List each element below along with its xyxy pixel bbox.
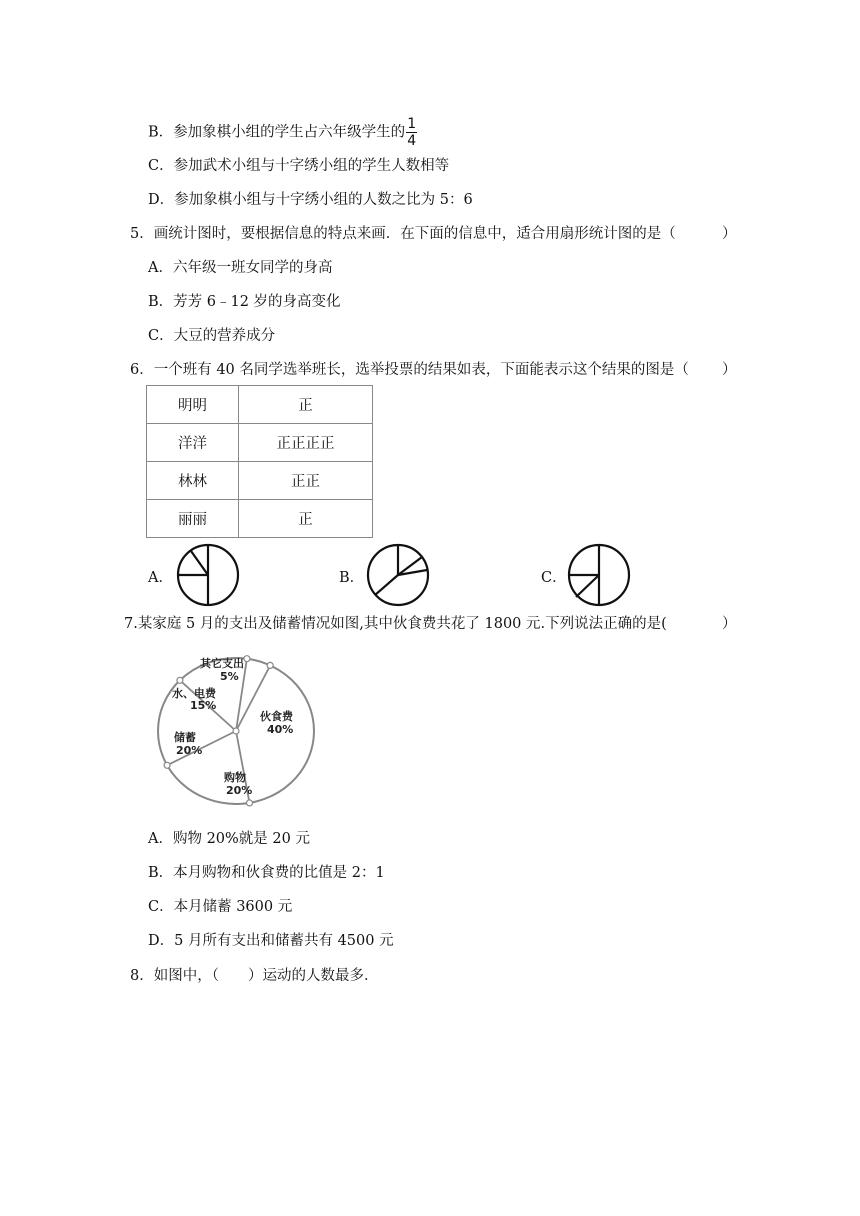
q6-choice-a-label: A． [148,570,173,586]
q4-option-b [148,117,417,148]
q5-option-b: B．芳芳 6﹣12 岁的身高变化 [148,294,341,310]
candidate-name: 丽丽 [147,500,239,538]
pie-boundary-dot [247,800,253,806]
pie-boundary-dot [164,762,170,768]
q4-option-b-text: B．参加象棋小组的学生占六年级学生的 [148,124,406,141]
q6-choice-b-label: B． [339,570,365,586]
q4-option-c: C．参加武术小组与十字绣小组的学生人数相等 [148,158,450,174]
tally-marks: 正 [239,500,373,538]
pie-label-shopping: 购物 [224,771,246,784]
q6-choice-c-label: C． [541,570,567,586]
q5-option-c: C．大豆的营养成分 [148,328,276,344]
candidate-name: 明明 [147,386,239,424]
q7-answer-paren: ） [722,616,737,632]
pie-label-other: 其它支出 [200,657,244,670]
q7-option-b: B．本月购物和伙食费的比值是 2：1 [148,865,385,881]
pie-percent-food: 40% [267,723,294,736]
q7-option-c: C．本月储蓄 3600 元 [148,899,293,915]
q7-option-a: A．购物 20%就是 20 元 [148,831,310,847]
pie-percent-utilities: 15% [190,699,217,712]
pie-label-food: 伙食费 [260,710,293,723]
pie-percent-savings: 20% [176,744,203,757]
q6-choice-c-pie [567,543,631,607]
q5-answer-paren: ） [722,226,737,242]
pie-boundary-dot [177,677,183,683]
q5-stem: 5．画统计图时，要根据信息的特点来画．在下面的信息中，适合用扇形统计图的是（ [130,226,676,242]
tally-marks: 正 [239,386,373,424]
pie-label-utilities: 水、电费 [172,687,216,700]
q6-choice-a-pie [176,543,240,607]
table-row [147,424,373,462]
tally-marks: 正正 [239,462,373,500]
pie-boundary-dot [267,662,273,668]
vote-table [146,385,373,538]
q7-option-d: D．5 月所有支出和储蓄共有 4500 元 [148,933,394,949]
q7-pie-chart [150,645,336,805]
pie-boundary-dot [244,656,250,662]
q8-stem: 8．如图中，（ ）运动的人数最多． [130,968,379,984]
q4-option-d: D．参加象棋小组与十字绣小组的人数之比为 5：6 [148,192,473,208]
pie-percent-other: 5% [220,670,239,683]
q6-choice-b-pie [366,543,430,607]
pie-percent-shopping: 20% [226,784,253,797]
candidate-name: 林林 [147,462,239,500]
table-row [147,386,373,424]
tally-marks: 正正正正 [239,424,373,462]
candidate-name: 洋洋 [147,424,239,462]
q7-stem: 7.某家庭 5 月的支出及储蓄情况如图,其中伙食费共花了 1800 元.下列说法正确的是( [124,616,667,632]
q6-answer-paren: ） [722,362,737,378]
table-row [147,500,373,538]
q6-stem: 6．一个班有 40 名同学选举班长，选举投票的结果如表，下面能表示这个结果的图是（ [130,362,689,378]
fraction-one-quarter: $\frac{1}{4}$ [407,116,417,149]
q5-option-a: A．六年级一班女同学的身高 [148,260,333,276]
pie-label-savings: 储蓄 [174,731,196,744]
table-row [147,462,373,500]
